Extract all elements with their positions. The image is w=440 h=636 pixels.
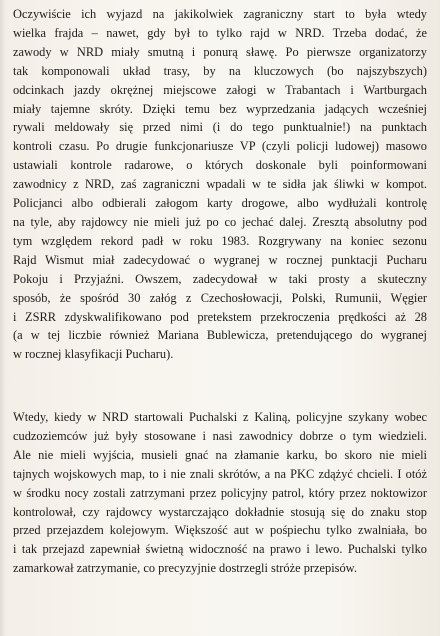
- text-line: i tak przejazd zapewniał świetną widoczność na prawo i lewo. Puchalski tylko: [13, 542, 427, 557]
- text-line: Rajd Wismut miał zadecydować o wygranej w rocznej punktacji Pucharu: [13, 252, 427, 267]
- text-line: ustawiali kontrole radarowe, o których doskonale byli poinformowani: [13, 158, 427, 173]
- text-line: odcinkach jazdy okrężnej miejscowe załogi w Trabantach i Wartburgach: [13, 82, 427, 97]
- text-line: tym względem rekord padł w roku 1983. Rozgrywany na koniec sezonu: [13, 233, 427, 248]
- paragraph-2: [13, 408, 427, 578]
- text-line: Policjanci albo odbierali załogom karty drogowe, albo wydłużali kontrolę: [13, 196, 427, 211]
- text-line: w środku nocy zostali zatrzymani przez policyjny patrol, który przez noktowizor: [13, 485, 427, 500]
- text-line: tajnych wojskowych map, to i nie znali skrótów, a na PKC zdążyć chcieli. I otóż: [13, 466, 427, 481]
- page-gutter-shadow: [0, 0, 6, 636]
- text-line: zamarkował zatrzymanie, co precyzyjnie dostrzegli stróże przepisów.: [13, 561, 357, 576]
- text-line: Oczywiście ich wyjazd na jakikolwiek zagraniczny start to była wtedy: [13, 7, 427, 21]
- text-line: zawody w NRD miały smutną i ponurą sławę. Po pierwsze organizatorzy: [13, 44, 427, 59]
- text-line: cudzoziemców już były stosowane i nasi zawodnicy dobrze o tym wiedzieli.: [13, 428, 427, 443]
- text-line: zawodnicy z NRD, zaś zagraniczni wpadali w te sidła jak śliwki w kompot.: [13, 177, 427, 192]
- text-line: Ale nie mieli wyjścia, musieli gnać na złamanie karku, bo skoro nie mieli: [13, 447, 427, 462]
- text-line: rywali meldowały się przed nimi (i do tego punktualnie!) na punktach: [13, 120, 427, 135]
- text-line: i ZSRR zdyskwalifikowano pod pretekstem przekroczenia prędkości aż 28: [13, 309, 427, 324]
- text-line: miały tajemne skróty. Dzięki temu bez wyprzedzania jadących wcześniej: [13, 101, 427, 116]
- text-line: Wtedy, kiedy w NRD startowali Puchalski z Kaliną, policyjne szykany wobec: [13, 410, 427, 424]
- text-line: tak komponowali układ trasy, by na kluczowych (bo najszybszych): [13, 63, 427, 78]
- text-line: (a w tej liczbie również Mariana Bublewicza, pretendującego do wygranej: [13, 328, 427, 343]
- paragraph-1: [13, 5, 427, 364]
- text-line: na tyle, aby rajdowcy nie mieli już po co jechać dalej. Zresztą absolutny pod: [13, 214, 427, 229]
- text-line: Pokoju i Przyjaźni. Owszem, zadecydował w taki prosty a skuteczny: [13, 271, 427, 286]
- text-line: przed przejazdem kolejowym. Większość aut w pośpiechu tylko zwalniała, bo: [13, 523, 427, 538]
- text-line: kontroli czasu. Po drugie funkcjonariusze VP (czyli policji ludowej) masowo: [13, 139, 427, 154]
- text-line: wielka frajda – nawet, gdy był to tylko rajd w NRD. Trzeba dodać, że: [13, 25, 427, 40]
- text-line: sposób, że spośród 30 załóg z Czechosłowacji, Polski, Rumunii, Węgier: [13, 290, 427, 305]
- text-line: kontrolował, czy rajdowcy wystarczająco dokładnie stosują się do znaku stop: [13, 504, 427, 519]
- text-line: w rocznej klasyfikacji Pucharu).: [13, 347, 174, 362]
